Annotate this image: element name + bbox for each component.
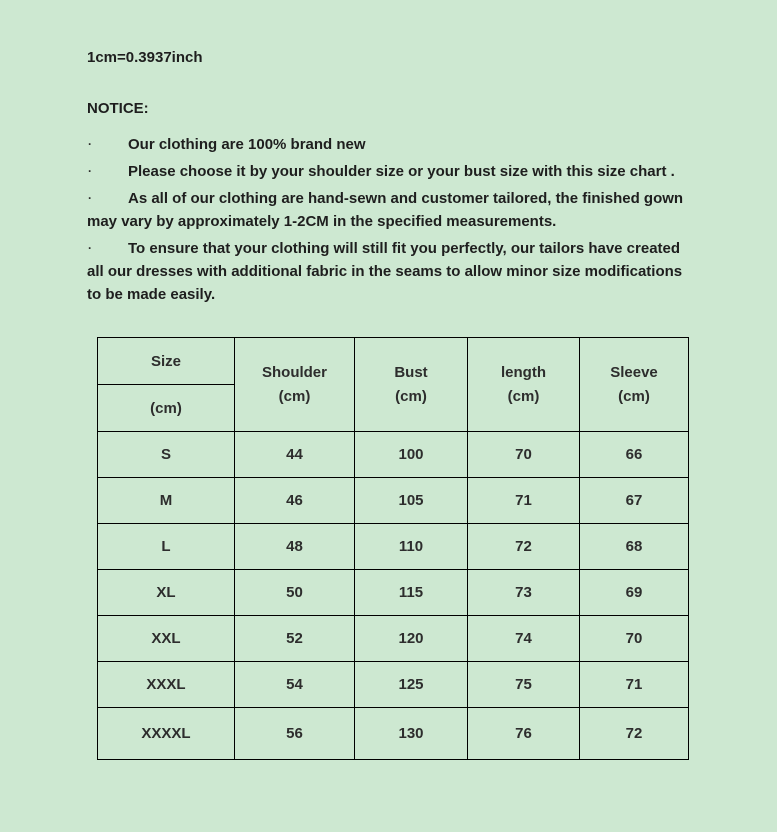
- col-header-sleeve: [580, 338, 689, 432]
- shoulder-cell: 56: [235, 708, 355, 760]
- table-row-m: [98, 478, 689, 524]
- length-cell: 76: [468, 708, 580, 760]
- bust-cell: 120: [355, 616, 468, 662]
- shoulder-cell: 46: [235, 478, 355, 524]
- col-header-size-label: Size: [98, 338, 235, 385]
- length-cell: 70: [468, 432, 580, 478]
- sleeve-cell: 71: [580, 662, 689, 708]
- sleeve-cell: 66: [580, 432, 689, 478]
- notice-list: [87, 133, 692, 306]
- size-cell: L: [98, 524, 235, 570]
- unit-conversion-note: 1cm=0.3937inch: [87, 49, 203, 66]
- notice-item-text: Please choose it by your shoulder size or your bust size with this size chart .: [128, 163, 675, 180]
- bust-cell: 110: [355, 524, 468, 570]
- bullet-dot-icon: ·: [88, 241, 92, 255]
- bust-cell: 115: [355, 570, 468, 616]
- shoulder-cell: 52: [235, 616, 355, 662]
- sleeve-cell: 68: [580, 524, 689, 570]
- bust-cell: 105: [355, 478, 468, 524]
- size-chart-table: [97, 337, 689, 760]
- shoulder-cell: 54: [235, 662, 355, 708]
- notice-item-text: Our clothing are 100% brand new: [128, 136, 366, 153]
- col-header-shoulder-label: Shoulder: [261, 363, 327, 381]
- notice-item: [87, 187, 692, 233]
- header-row-top: [98, 338, 689, 385]
- size-cell: XXL: [98, 616, 235, 662]
- notice-title: NOTICE:: [87, 100, 149, 117]
- notice-item-text: As all of our clothing are hand-sewn and customer tailored, the finished gown may vary by approximately 1-2CM in the specified measurements.: [87, 190, 684, 230]
- table-row-xxl: [98, 616, 689, 662]
- size-cell: XL: [98, 570, 235, 616]
- col-header-shoulder: [235, 338, 355, 432]
- sleeve-cell: 70: [580, 616, 689, 662]
- size-cell: XXXXL: [98, 708, 235, 760]
- size-cell: S: [98, 432, 235, 478]
- col-header-size-unit: (cm): [98, 385, 235, 432]
- size-cell: M: [98, 478, 235, 524]
- shoulder-cell: 48: [235, 524, 355, 570]
- shoulder-cell: 50: [235, 570, 355, 616]
- bullet-dot-icon: ·: [88, 164, 92, 178]
- col-header-length: [468, 338, 580, 432]
- bust-cell: 130: [355, 708, 468, 760]
- length-cell: 74: [468, 616, 580, 662]
- sleeve-cell: 72: [580, 708, 689, 760]
- bust-cell: 100: [355, 432, 468, 478]
- table-row-xl: [98, 570, 689, 616]
- table-row-l: [98, 524, 689, 570]
- length-cell: 75: [468, 662, 580, 708]
- size-cell: XXXL: [98, 662, 235, 708]
- bullet-dot-icon: ·: [88, 191, 92, 205]
- sleeve-cell: 67: [580, 478, 689, 524]
- col-header-sleeve-label: Sleeve: [610, 363, 658, 381]
- col-header-bust-unit: (cm): [395, 387, 427, 405]
- notice-item: [87, 133, 692, 156]
- shoulder-cell: 44: [235, 432, 355, 478]
- notice-item-text: To ensure that your clothing will still fit you perfectly, our tailors have created all our dresses with additional fabric in the seams to allow minor size modifications to be made easily.: [87, 240, 683, 303]
- col-header-sleeve-unit: (cm): [618, 387, 650, 405]
- length-cell: 71: [468, 478, 580, 524]
- bust-cell: 125: [355, 662, 468, 708]
- col-header-length-label: length: [501, 363, 546, 381]
- col-header-bust: [355, 338, 468, 432]
- table-row-s: [98, 432, 689, 478]
- table-row-xxxxl: [98, 708, 689, 760]
- notice-item: [87, 160, 692, 183]
- notice-item: [87, 237, 692, 306]
- col-header-length-unit: (cm): [507, 387, 540, 405]
- col-header-shoulder-unit: (cm): [278, 387, 311, 405]
- length-cell: 72: [468, 524, 580, 570]
- col-header-bust-label: Bust: [394, 363, 428, 381]
- bullet-dot-icon: ·: [88, 137, 92, 151]
- table-row-xxxl: [98, 662, 689, 708]
- sleeve-cell: 69: [580, 570, 689, 616]
- length-cell: 73: [468, 570, 580, 616]
